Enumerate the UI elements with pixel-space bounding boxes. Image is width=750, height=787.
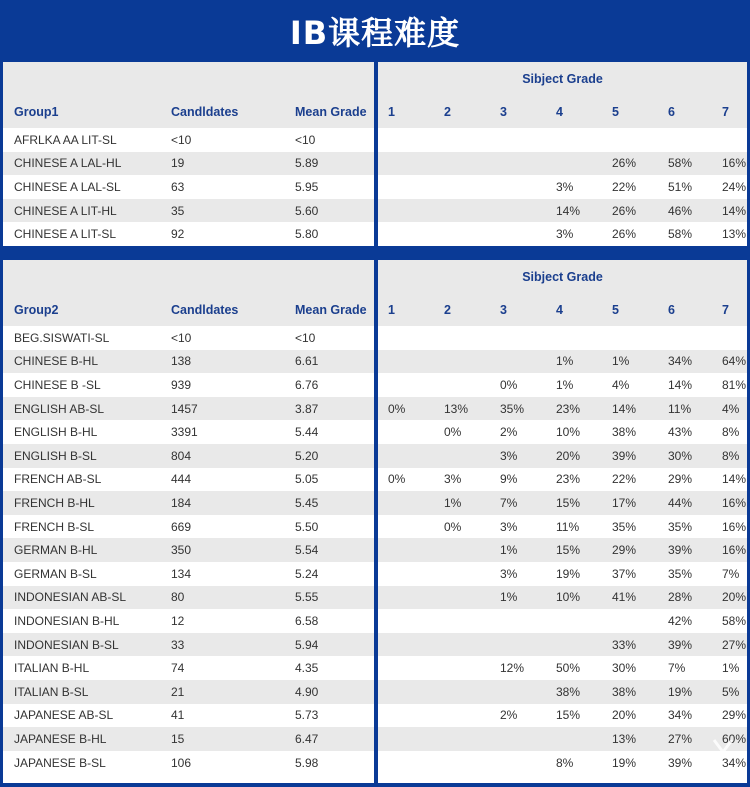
cell-grade-7: 1% (722, 661, 740, 676)
table-row (3, 175, 374, 199)
grade-label: 4 (556, 303, 563, 317)
cell-grade-5: 13% (612, 731, 637, 746)
grade-row (378, 562, 747, 586)
cell-grade-5: 22% (612, 472, 637, 487)
table-row (3, 128, 374, 152)
cell-grade-6: 29% (668, 472, 693, 487)
grade-header-title: Sibject Grade (522, 270, 603, 284)
cell-grade-5: 38% (612, 684, 637, 699)
cell-grade-4: 19% (556, 566, 581, 581)
cell-grade-5: 33% (612, 637, 637, 652)
cell-grade-2: 0% (444, 519, 462, 534)
cell-grade-7: 8% (722, 425, 740, 440)
cell-grade-7: 16% (722, 495, 747, 510)
cell-subject: INDONESIAN AB-SL (14, 590, 127, 605)
cell-grade-5: 41% (612, 590, 637, 605)
title-band (3, 260, 374, 294)
cell-subject: ENGLISH B-HL (14, 425, 98, 440)
cell-mean: 5.55 (295, 590, 319, 605)
grade-row (378, 704, 747, 728)
cell-candidates: 19 (171, 156, 185, 171)
cell-candidates: 74 (171, 661, 185, 676)
cell-mean: 5.20 (295, 448, 319, 463)
cell-grade-6: 28% (668, 590, 693, 605)
cell-grade-6: 7% (668, 661, 686, 676)
watermark-logo-icon (712, 738, 734, 757)
cell-grade-5: 29% (612, 543, 637, 558)
grade-label: 6 (668, 303, 675, 317)
grade-row (378, 397, 747, 421)
grade-label: 2 (444, 303, 451, 317)
cell-grade-4: 1% (556, 377, 574, 392)
cell-candidates: 63 (171, 179, 185, 194)
cell-grade-1: 0% (388, 472, 406, 487)
cell-grade-6: 58% (668, 227, 693, 242)
cell-candidates: <10 (171, 132, 192, 147)
cell-subject: INDONESIAN B-HL (14, 613, 120, 628)
column-header-mean: Mean Grade (295, 105, 367, 119)
table-row (3, 491, 374, 515)
cell-grade-7: 27% (722, 637, 747, 652)
cell-mean: 5.54 (295, 543, 319, 558)
cell-mean: 6.58 (295, 613, 319, 628)
grade-label: 1 (388, 105, 395, 119)
cell-grade-6: 19% (668, 684, 693, 699)
cell-subject: GERMAN B-HL (14, 543, 98, 558)
cell-grade-3: 7% (500, 495, 518, 510)
cell-grade-3: 2% (500, 708, 518, 723)
table-row (3, 704, 374, 728)
cell-grade-5: 4% (612, 377, 630, 392)
cell-candidates: 33 (171, 637, 185, 652)
grade-label: 5 (612, 105, 619, 119)
cell-mean: <10 (295, 132, 316, 147)
cell-grade-6: 11% (668, 401, 692, 416)
cell-grade-6: 44% (668, 495, 693, 510)
table-row (3, 468, 374, 492)
cell-candidates: 3391 (171, 425, 198, 440)
grade-row (378, 727, 747, 751)
cell-grade-7: 5% (722, 684, 740, 699)
cell-candidates: 184 (171, 495, 192, 510)
cell-grade-5: 17% (612, 495, 637, 510)
cell-subject: ITALIAN B-HL (14, 661, 90, 676)
cell-mean: 5.98 (295, 755, 319, 770)
cell-mean: 5.60 (295, 203, 319, 218)
cell-grade-3: 9% (500, 472, 518, 487)
table-row (3, 633, 374, 657)
cell-grade-4: 20% (556, 448, 581, 463)
grade-label: 4 (556, 105, 563, 119)
grade-row (378, 468, 747, 492)
grade-label: 7 (722, 303, 729, 317)
cell-subject: AFRLKA AA LIT-SL (14, 132, 117, 147)
page-title: IB课程难度 (289, 14, 461, 52)
cell-mean: 5.05 (295, 472, 319, 487)
grade-row (378, 633, 747, 657)
grade-row (378, 152, 747, 176)
cell-grade-4: 15% (556, 708, 581, 723)
grade-row (378, 538, 747, 562)
table-row (3, 586, 374, 610)
table-row (3, 420, 374, 444)
cell-grade-4: 1% (556, 354, 574, 369)
cell-grade-3: 0% (500, 377, 518, 392)
cell-grade-6: 51% (668, 179, 693, 194)
grade-header-row (378, 96, 747, 128)
cell-candidates: 106 (171, 755, 192, 770)
cell-grade-7: 64% (722, 354, 747, 369)
cell-grade-4: 14% (556, 203, 581, 218)
cell-mean: 5.44 (295, 425, 319, 440)
cell-subject: FRENCH B-HL (14, 495, 95, 510)
grade-row (378, 222, 747, 246)
cell-grade-5: 35% (612, 519, 637, 534)
cell-grade-3: 35% (500, 401, 525, 416)
cell-candidates: <10 (171, 330, 192, 345)
cell-subject: CHINESE A LAL-SL (14, 179, 121, 194)
cell-grade-7: 16% (722, 543, 747, 558)
table-row (3, 680, 374, 704)
cell-subject: ITALIAN B-SL (14, 684, 89, 699)
column-header-candidates: Candldates (171, 303, 239, 317)
grade-label: 5 (612, 303, 619, 317)
table-row (3, 562, 374, 586)
cell-grade-7: 7% (722, 566, 740, 581)
table-row (3, 152, 374, 176)
cell-mean: 5.95 (295, 179, 319, 194)
cell-grade-7: 14% (722, 203, 747, 218)
cell-grade-2: 3% (444, 472, 462, 487)
grade-row (378, 680, 747, 704)
grade-row (378, 656, 747, 680)
table-row (3, 199, 374, 223)
cell-candidates: 12 (171, 613, 185, 628)
cell-subject: INDONESIAN B-SL (14, 637, 119, 652)
cell-grade-4: 50% (556, 661, 581, 676)
grade-label: 6 (668, 105, 675, 119)
table-row (3, 727, 374, 751)
cell-candidates: 92 (171, 227, 185, 242)
cell-mean: 5.89 (295, 156, 319, 171)
cell-mean: 3.87 (295, 401, 319, 416)
grade-row (378, 373, 747, 397)
cell-grade-7: 58% (722, 613, 747, 628)
cell-grade-3: 3% (500, 519, 518, 534)
group1-table (3, 62, 747, 246)
cell-grade-3: 1% (500, 543, 518, 558)
cell-grade-3: 3% (500, 448, 518, 463)
column-header-group: Group2 (14, 303, 59, 317)
cell-candidates: 350 (171, 543, 192, 558)
cell-mean: 5.24 (295, 566, 319, 581)
cell-grade-4: 10% (556, 590, 581, 605)
cell-grade-6: 34% (668, 354, 693, 369)
cell-grade-4: 23% (556, 472, 581, 487)
cell-mean: 4.35 (295, 661, 319, 676)
column-header-row (3, 294, 374, 326)
cell-grade-4: 3% (556, 179, 574, 194)
column-header-candidates: Candldates (171, 105, 239, 119)
cell-grade-6: 27% (668, 731, 693, 746)
cell-mean: 5.80 (295, 227, 319, 242)
cell-grade-4: 10% (556, 425, 581, 440)
grade-row (378, 444, 747, 468)
cell-grade-6: 34% (668, 708, 693, 723)
cell-grade-6: 42% (668, 613, 693, 628)
cell-subject: ENGLISH B-SL (14, 448, 97, 463)
cell-candidates: 41 (171, 708, 185, 723)
grade-label: 1 (388, 303, 395, 317)
cell-mean: 6.76 (295, 377, 319, 392)
cell-mean: <10 (295, 330, 316, 345)
cell-subject: CHINESE A LIT-SL (14, 227, 117, 242)
cell-grade-4: 11% (556, 519, 580, 534)
cell-candidates: 669 (171, 519, 192, 534)
cell-candidates: 1457 (171, 401, 198, 416)
table-row (3, 656, 374, 680)
cell-grade-6: 39% (668, 755, 693, 770)
cell-grade-4: 23% (556, 401, 581, 416)
cell-candidates: 444 (171, 472, 192, 487)
cell-subject: JAPANESE B-HL (14, 731, 107, 746)
cell-grade-7: 8% (722, 448, 740, 463)
table-row (3, 397, 374, 421)
cell-mean: 6.61 (295, 354, 319, 369)
table-row (3, 515, 374, 539)
grade-header-title: Sibject Grade (522, 72, 603, 86)
grade-row (378, 515, 747, 539)
cell-grade-6: 46% (668, 203, 693, 218)
cell-mean: 5.45 (295, 495, 319, 510)
grade-row (378, 350, 747, 374)
cell-grade-2: 0% (444, 425, 462, 440)
grade-row (378, 199, 747, 223)
cell-subject: CHINESE B -SL (14, 377, 101, 392)
group1-left-column (3, 62, 374, 246)
cell-subject: ENGLISH AB-SL (14, 401, 105, 416)
cell-grade-3: 1% (500, 590, 518, 605)
group1-grade-column (378, 62, 747, 246)
cell-grade-6: 39% (668, 637, 693, 652)
cell-subject: CHINESE B-HL (14, 354, 99, 369)
cell-grade-6: 43% (668, 425, 693, 440)
cell-grade-5: 37% (612, 566, 637, 581)
cell-candidates: 134 (171, 566, 192, 581)
group2-table (3, 260, 747, 783)
grade-row (378, 326, 747, 350)
cell-grade-6: 35% (668, 566, 693, 581)
cell-subject: GERMAN B-SL (14, 566, 97, 581)
cell-grade-4: 15% (556, 495, 581, 510)
cell-candidates: 804 (171, 448, 192, 463)
table-row (3, 350, 374, 374)
watermark (712, 738, 734, 757)
cell-subject: FRENCH B-SL (14, 519, 95, 534)
table-row (3, 538, 374, 562)
cell-grade-6: 30% (668, 448, 693, 463)
cell-grade-5: 26% (612, 156, 637, 171)
cell-grade-6: 14% (668, 377, 693, 392)
cell-mean: 5.73 (295, 708, 319, 723)
cell-grade-5: 20% (612, 708, 637, 723)
cell-candidates: 138 (171, 354, 192, 369)
cell-grade-7: 4% (722, 401, 740, 416)
cell-subject: CHINESE A LIT-HL (14, 203, 117, 218)
cell-grade-7: 81% (722, 377, 747, 392)
cell-grade-5: 22% (612, 179, 637, 194)
cell-candidates: 35 (171, 203, 185, 218)
table-row (3, 444, 374, 468)
cell-grade-5: 39% (612, 448, 637, 463)
cell-candidates: 21 (171, 684, 185, 699)
grade-header-row (378, 294, 747, 326)
title-band (3, 62, 374, 96)
table-row (3, 609, 374, 633)
cell-mean: 5.50 (295, 519, 319, 534)
cell-subject: JAPANESE B-SL (14, 755, 106, 770)
cell-grade-3: 2% (500, 425, 518, 440)
grade-row (378, 420, 747, 444)
cell-subject: BEG.SISWATI-SL (14, 330, 110, 345)
cell-grade-3: 12% (500, 661, 525, 676)
grade-label: 3 (500, 105, 507, 119)
cell-grade-5: 19% (612, 755, 637, 770)
grade-row (378, 128, 747, 152)
cell-candidates: 80 (171, 590, 185, 605)
cell-grade-4: 3% (556, 227, 574, 242)
cell-grade-1: 0% (388, 401, 406, 416)
cell-grade-3: 3% (500, 566, 518, 581)
cell-grade-7: 16% (722, 156, 747, 171)
cell-grade-7: 16% (722, 519, 747, 534)
grade-row (378, 586, 747, 610)
grade-label: 2 (444, 105, 451, 119)
cell-grade-7: 13% (722, 227, 747, 242)
grade-row (378, 751, 747, 775)
cell-grade-2: 1% (444, 495, 462, 510)
cell-grade-5: 26% (612, 203, 637, 218)
cell-candidates: 15 (171, 731, 185, 746)
table-row (3, 326, 374, 350)
cell-grade-7: 60% (722, 731, 747, 746)
cell-grade-7: 20% (722, 590, 747, 605)
cell-grade-7: 24% (722, 179, 747, 194)
cell-subject: FRENCH AB-SL (14, 472, 102, 487)
cell-candidates: 939 (171, 377, 192, 392)
cell-grade-4: 8% (556, 755, 574, 770)
cell-grade-7: 34% (722, 755, 747, 770)
group2-left-column (3, 260, 374, 783)
cell-grade-5: 30% (612, 661, 637, 676)
cell-grade-5: 14% (612, 401, 637, 416)
cell-grade-4: 38% (556, 684, 581, 699)
grade-row (378, 175, 747, 199)
grade-label: 7 (722, 105, 729, 119)
cell-mean: 4.90 (295, 684, 319, 699)
grade-label: 3 (500, 303, 507, 317)
cell-mean: 6.47 (295, 731, 319, 746)
column-header-mean: Mean Grade (295, 303, 367, 317)
title-bar (0, 0, 750, 62)
cell-grade-5: 26% (612, 227, 637, 242)
table-row (3, 373, 374, 397)
cell-grade-7: 14% (722, 472, 747, 487)
table-row (3, 751, 374, 775)
cell-grade-5: 38% (612, 425, 637, 440)
grade-row (378, 609, 747, 633)
cell-grade-2: 13% (444, 401, 469, 416)
cell-grade-6: 35% (668, 519, 693, 534)
cell-subject: CHINESE A LAL-HL (14, 156, 122, 171)
column-header-group: Group1 (14, 105, 59, 119)
cell-mean: 5.94 (295, 637, 319, 652)
cell-grade-6: 39% (668, 543, 693, 558)
column-header-row (3, 96, 374, 128)
cell-grade-6: 58% (668, 156, 693, 171)
cell-grade-4: 15% (556, 543, 581, 558)
cell-subject: JAPANESE AB-SL (14, 708, 114, 723)
cell-grade-7: 29% (722, 708, 747, 723)
table-row (3, 222, 374, 246)
grade-row (378, 491, 747, 515)
cell-grade-5: 1% (612, 354, 630, 369)
group2-grade-column (378, 260, 747, 783)
